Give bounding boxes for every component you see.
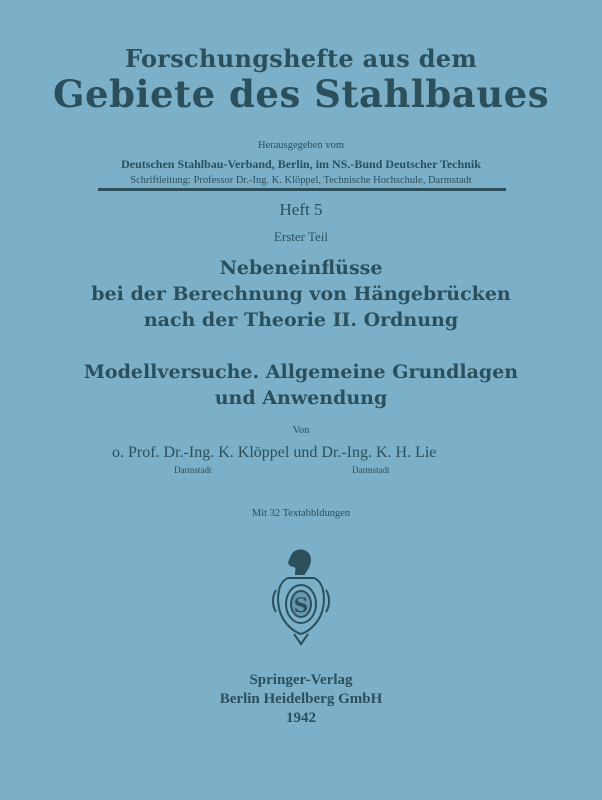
editor-intro: Herausgegeben vom [257, 140, 344, 151]
issue-number: Heft 5 [279, 200, 323, 219]
publication-year: 1942 [286, 710, 316, 726]
publisher-name: Springer-Verlag [249, 672, 353, 688]
divider-rule [98, 188, 506, 191]
figures-note: Mit 32 Textabbldungen [251, 508, 351, 519]
book-subtitle-line2: und Anwendung [214, 387, 388, 409]
series-title-line1: Forschungshefte aus dem [124, 44, 478, 73]
author1-affiliation: Darmstadt [174, 465, 212, 475]
series-title-line2: Gebiete des Stahlbaues [52, 72, 550, 116]
book-title-line1: Nebeneinflüsse [219, 257, 383, 279]
editor-lead: Schriftleitung: Professor Dr.-Ing. K. Klöppel, Technische Hochschule, Darmstadt [130, 175, 472, 186]
author2-affiliation: Darmstadt [352, 465, 390, 475]
book-title-line2: bei der Berechnung von Hängebrücken [91, 283, 511, 305]
authors-line: o. Prof. Dr.-Ing. K. Klöppel und Dr.-Ing. K. H. Lie [112, 444, 437, 461]
issue-part: Erster Teil [273, 229, 329, 244]
svg-text:S: S [293, 593, 309, 617]
book-title-line3: nach der Theorie II. Ordnung [143, 309, 459, 331]
publisher-location: Berlin Heidelberg GmbH [219, 691, 383, 707]
editor-organization: Deutschen Stahlbau-Verband, Berlin, im NS.-Bund Deutscher Technik [121, 157, 481, 171]
book-subtitle-line1: Modellversuche. Allgemeine Grundlagen [83, 361, 519, 383]
springer-knight-emblem-icon [268, 548, 334, 648]
authors-by: Von [292, 425, 310, 436]
